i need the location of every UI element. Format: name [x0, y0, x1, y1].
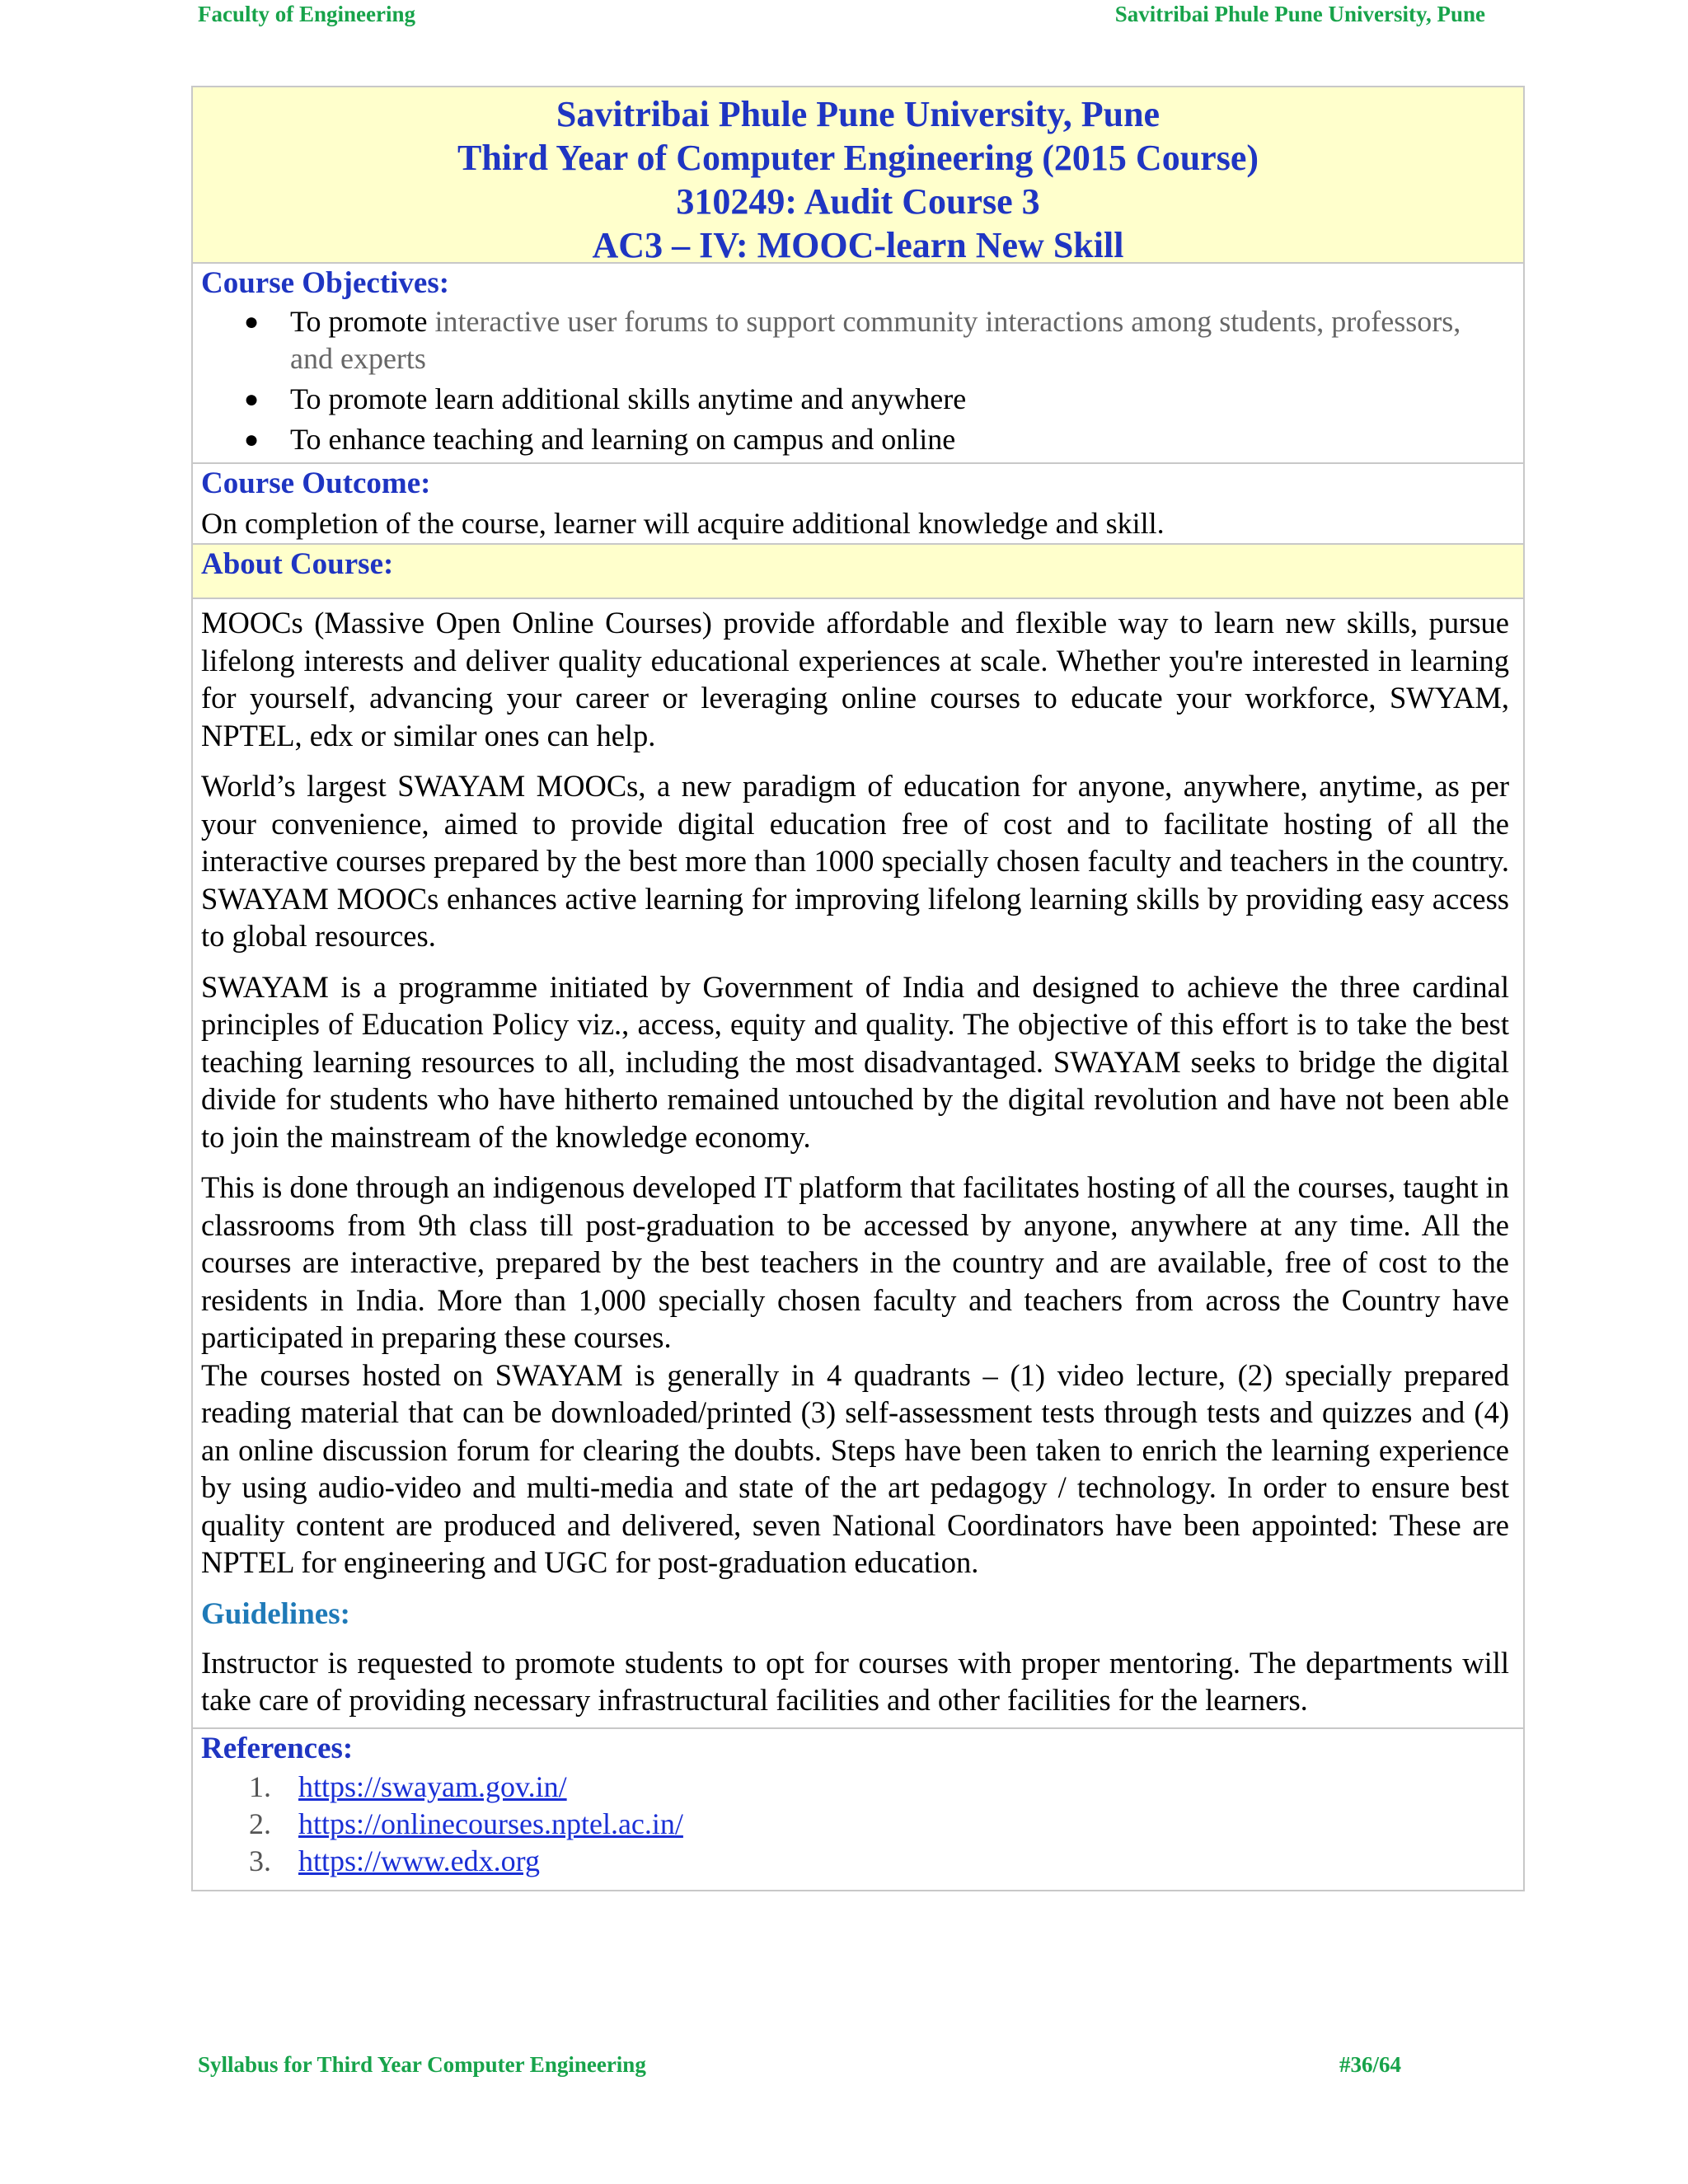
references-list [201, 1769, 1509, 1880]
running-header [198, 2, 1485, 35]
about-paragraph: World’s largest SWAYAM MOOCs, a new paradigm of education for anyone, anywhere, anytime, as per your convenience, aimed to provide digital education free of cost and to facilitate hosting of all the interactive courses prepared by the best more than 1000 specially chosen faculty and teachers in the country. SWAYAM MOOCs enhances active learning for improving lifelong learning skills by providing easy access to global resources. [201, 769, 1509, 953]
course-name: AC3 – IV: MOOC-learn New Skill [592, 225, 1124, 265]
course-objectives-section [193, 264, 1523, 464]
guidelines-heading: Guidelines: [201, 1596, 350, 1631]
university-title: Savitribai Phule Pune University, Pune [556, 94, 1160, 134]
guidelines-text: Instructor is requested to promote students to opt for courses with proper mentoring. The departments will take care of providing necessary infrastructural facilities and other facilities for the learners. [201, 1645, 1509, 1717]
about-paragraph: SWAYAM is a programme initiated by Government of India and designed to achieve the three cardinal principles of Education Policy viz., access, equity and quality. The objective of this effort is to take the best teaching learning resources to all, including the most disadvantaged. SWAYAM seeks to bridge the digital divide for students who have hitherto remained untouched by the digital revolution and have not been able to join the mainstream of the knowledge economy. [201, 969, 1509, 1154]
list-item [249, 1806, 1509, 1843]
course-code: 310249: Audit Course 3 [676, 181, 1040, 222]
bullet-icon: ● [244, 426, 260, 453]
syllabus-table [191, 86, 1525, 1891]
program-title: Third Year of Computer Engineering (2015 Course) [457, 138, 1259, 178]
objectives-heading: Course Objectives: [201, 266, 450, 300]
bullet-icon: ● [244, 308, 260, 335]
page-number: #36/64 [1339, 2052, 1401, 2077]
objective-text: interactive user forums to support community interactions among students, professors, and experts [290, 305, 1461, 375]
objective-prefix: To promote learn additional skills anytime and anywhere [290, 382, 967, 415]
objective-prefix: To promote [290, 305, 428, 338]
references-heading: References: [201, 1731, 354, 1765]
footer-syllabus-title: Syllabus for Third Year Computer Engineering [198, 2052, 646, 2077]
list-item [244, 381, 1509, 418]
about-paragraph: The courses hosted on SWAYAM is generally in 4 quadrants – (1) video lecture, (2) specially prepared reading material that can be downloaded/printed (3) self-assessment tests through tests and quizzes and (4) an online discussion forum for clearing the doubts. Steps have been taken to enrich the learning experience by using audio-video and multi-media and state of the art pedagogy / technology. In order to ensure best quality content are produced and delivered, seven National Coordinators have been appointed: These are NPTEL for engineering and UGC for post-graduation education. [201, 1357, 1509, 1579]
header-university: Savitribai Phule Pune University, Pune [1114, 2, 1485, 26]
reference-number: 3. [249, 1844, 271, 1877]
objectives-list [201, 303, 1509, 458]
list-item [244, 421, 1509, 458]
header-faculty: Faculty of Engineering [198, 2, 415, 26]
reference-link-edx[interactable]: https://www.edx.org [298, 1844, 540, 1877]
running-footer [198, 2052, 1401, 2085]
objective-prefix: To enhance teaching and learning on campus and online [290, 423, 956, 456]
course-outcome-section [193, 464, 1523, 545]
outcome-text: On completion of the course, learner will acquire additional knowledge and skill. [201, 507, 1165, 540]
reference-link-swayam[interactable]: https://swayam.gov.in/ [298, 1769, 567, 1803]
course-title-block [193, 87, 1523, 264]
reference-number: 1. [249, 1769, 271, 1803]
outcome-heading: Course Outcome: [201, 466, 431, 500]
references-section [193, 1729, 1523, 1890]
list-item [249, 1769, 1509, 1806]
about-course-heading-bar [193, 545, 1523, 599]
about-heading: About Course: [201, 547, 394, 581]
bullet-icon: ● [244, 386, 260, 413]
reference-link-nptel[interactable]: https://onlinecourses.nptel.ac.in/ [298, 1807, 683, 1840]
reference-number: 2. [249, 1807, 271, 1840]
about-paragraph: MOOCs (Massive Open Online Courses) provide affordable and flexible way to learn new skills, pursue lifelong interests and deliver quality educational experiences at scale. Whether you're interested in learning for yourself, advancing your career or leveraging online courses to educate your workforce, SWYAM, NPTEL, edx or similar ones can help. [201, 606, 1509, 752]
list-item [244, 303, 1509, 377]
about-course-body [193, 599, 1523, 1729]
about-paragraph: This is done through an indigenous developed IT platform that facilitates hosting of all the courses, taught in classrooms from 9th class till post-graduation to be accessed by anyone, anywhere at any time. All the courses are interactive, prepared by the best teachers in the country and are available, free of cost to the residents in India. More than 1,000 specially chosen faculty and teachers from across the Country have participated in preparing these courses. [201, 1170, 1509, 1354]
list-item [249, 1843, 1509, 1880]
